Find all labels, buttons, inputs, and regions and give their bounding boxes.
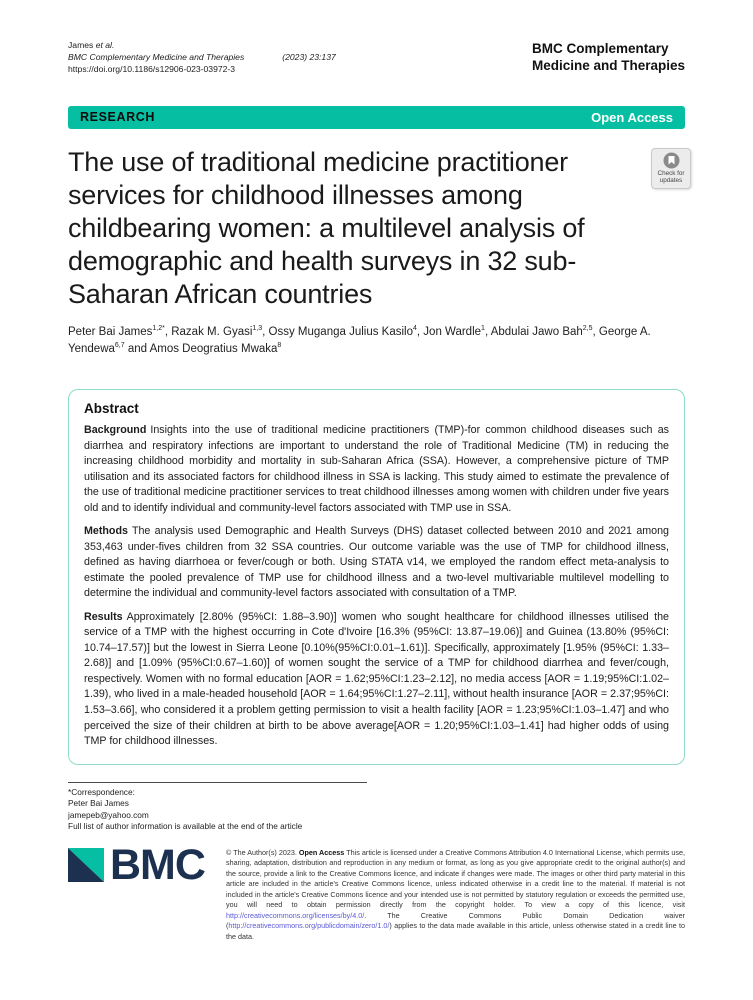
abstract-background-text: Insights into the use of traditional medicine practitioners (TMP)-for common childhood diseases such as diarrhea and respiratory infections are important to understand the role of Traditional Medicine (TM) in reducing the increasing childhood morbidity and mortality in sub-Saharan Africa (SSA). However, a comprehensive picture of TMP utilisation and its associated factors for childhood illness in SSA is lacking. This study aimed to estimate the prevalence of the use of traditional medicine practitioner services to treat childhood illnesses among women with children under five years old and to identify individual and community-level factors associated with TMP use in SSA.: [84, 424, 669, 514]
license-link[interactable]: http://creativecommons.org/licenses/by/4.0/: [226, 910, 365, 920]
title-section: [68, 146, 685, 312]
footnote-divider: [68, 782, 367, 783]
author-affiliation-sup: 8: [277, 342, 282, 350]
author-affiliation-sup: 1,3: [252, 324, 263, 332]
citation-authors: James et al.: [68, 40, 115, 50]
author-affiliation-sup: 1: [481, 324, 485, 332]
article-title: The use of traditional medicine practitioner services for childhood illnesses among childbearing women: a multilevel analysis of demographic and health surveys in 32 sub-Saharan African countries: [68, 146, 585, 310]
citation-volume: (2023) 23:137: [282, 51, 336, 62]
license-segment: . The Creative Commons Public Domain Dedication waiver (: [226, 910, 685, 931]
page-header: [68, 40, 685, 76]
abstract-methods-text: The analysis used Demographic and Health Surveys (DHS) dataset collected between 2010 and 2021 among 353,463 under-fives children from 32 SSA countries. Our outcome variable was the use of TMP for childhood illness, defined as having diarrhoea or fever/cough or both. Using STATA v14, we employed the random effect meta-analysis to estimate the pooled prevalence of TMP use for childhood illness and a two-level multivariable multilevel modelling to determine the individual and community-level factors associated with consultation of a TMP.: [84, 525, 669, 600]
author-affiliation-sup: 2,5: [582, 324, 593, 332]
correspondence-name: Peter Bai James: [68, 798, 129, 809]
abstract-results-label: Results: [84, 610, 123, 623]
abstract-methods-label: Methods: [84, 525, 128, 538]
journal-name: [532, 40, 685, 75]
license-segment: This article is licensed under a Creative Commons Attribution 4.0 International License, which permits use, sharing, adaptation, distribution and reproduction in any medium or format, as long as you give appropriate credit to the original author(s) and the source, provide a link to the Creative Commons licence, and indicate if changes were made. The images or other third party material in this article are included in the article's Creative Commons licence, unless indicated otherwise in a credit line to the material. If material is not included in the article's Creative Commons licence and your intended use is not permitted by statutory regulation or exceeds the permitted use, you will need to obtain permission directly from the copyright holder. To view a copy of this licence, visit: [226, 848, 686, 910]
citation-block: [68, 40, 336, 76]
article-type-label: RESEARCH: [80, 110, 155, 125]
author-name: Razak M. Gyasi: [171, 325, 253, 338]
author-name: Jon Wardle: [423, 325, 482, 338]
bmc-logo: [68, 841, 226, 889]
badge-line2: updates: [659, 177, 683, 185]
badge-line1: Check for: [657, 169, 685, 177]
license-segment: © The Author(s) 2023.: [226, 848, 299, 857]
page-footer: [68, 841, 686, 942]
author-name: George A. Yendewa: [68, 325, 651, 356]
author-list: Peter Bai James$^{1,2*}$, Razak M. Gyasi$^{1,3}$, Ossy Muganga Julius Kasilo$^4$, Jon Wardle$^1$, Abdulai Jawo Bah$^{2,5}$, George A. Yendewa$^{6,7}$ and Amos Deogratius Mwaka$^8$: [68, 324, 651, 356]
author-name: Ossy Muganga Julius Kasilo: [268, 325, 413, 338]
citation-journal-line: [68, 52, 336, 64]
author-name: Abdulai Jawo Bah: [490, 325, 583, 338]
abstract-results-text: Approximately [2.80% (95%CI: 1.88–3.90)] women who sought healthcare for childhood illnesses utilised the service of a TMP with the highest occurring in Cote d'Ivoire [16.3% (95%CI: 13.87–19.06)] and Guinea (13.80% (95%CI: 10.74–17.57)] but the lowest in Sierra Leone [0.10%(95%CI:0.01–1.61)]. Specifically, approximately [1.95% (95%CI: 1.33–2.68)] and [1.09% (95%CI:0.67–1.60)] of women sought the service of a TMP for childhood diarrhea and fever/cough, respectively. Women with no formal education [AOR = 1.62;95%CI:1.23–2.12], no media access [AOR = 1.19;95%CI:1.02–1.39), who lived in a male-headed household [AOR = 1.64;95%CI:1.27–2.11], without health insurance [AOR = 2.37;95%CI: 1.53–3.66], who considered it a problem getting permission to visit a health facility [AOR = 1.23;95%CI:1.03–1.47] and who perceived the size of their children at birth to be above average[AOR = 1.20;95%CI:1.03–1.41] had higher odds of using TMP for childhood illnesses.: [84, 610, 669, 748]
correspondence-note: Full list of author information is available at the end of the article: [68, 821, 303, 832]
article-type-banner: [68, 106, 685, 129]
correspondence-email[interactable]: jamepeb@yahoo.com: [68, 809, 149, 820]
author-affiliation-sup: 1,2*: [152, 324, 165, 332]
correspondence-label: *Correspondence:: [68, 786, 135, 797]
open-access-label: Open Access: [591, 109, 673, 125]
license-link[interactable]: http://creativecommons.org/publicdomain/zero/1.0/: [228, 921, 390, 931]
author-name: Amos Deogratius Mwaka: [149, 343, 278, 356]
citation-etal: et al.: [95, 40, 115, 50]
bmc-logo-mark: [68, 848, 104, 882]
abstract-background-label: Background: [84, 424, 147, 437]
abstract-methods: [84, 524, 669, 602]
author-affiliation-sup: 6,7: [114, 342, 125, 350]
license-text: [226, 848, 685, 942]
abstract-box: [68, 389, 685, 764]
author-name: Peter Bai James: [68, 325, 153, 338]
open-access-license-label: Open Access: [298, 848, 347, 857]
doi-link[interactable]: https://doi.org/10.1186/s12906-023-03972-3: [68, 63, 236, 74]
abstract-heading: Abstract: [84, 401, 139, 417]
author-affiliation-sup: 4: [413, 324, 417, 332]
check-for-updates-icon: [663, 152, 680, 169]
abstract-background: [84, 423, 669, 516]
bmc-logo-text: BMC: [110, 841, 205, 889]
correspondence-block: [68, 787, 685, 833]
citation-journal: BMC Complementary Medicine and Therapies: [68, 51, 245, 62]
license-segment: ) applies to the data made available in this article, unless otherwise stated in a credit line to the data.: [226, 921, 685, 941]
journal-name-line2: Medicine and Therapies: [531, 58, 685, 74]
abstract-results: [84, 610, 669, 750]
check-for-updates-badge[interactable]: [651, 148, 691, 190]
journal-name-line1: BMC Complementary: [531, 41, 669, 56]
